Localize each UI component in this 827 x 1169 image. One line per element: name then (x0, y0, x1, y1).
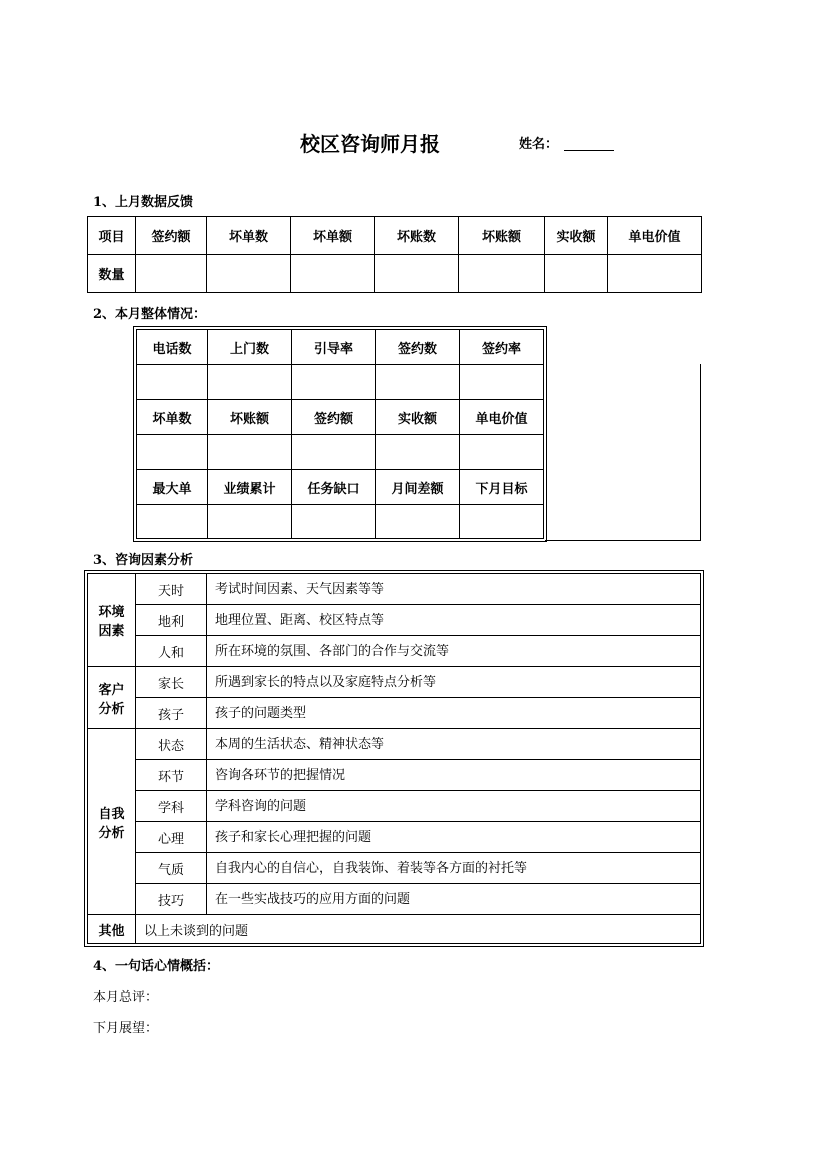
metric-label: 单电价值 (460, 400, 544, 435)
factor-desc[interactable]: 地理位置、距离、校区特点等 (207, 605, 701, 636)
input-cell[interactable] (292, 505, 376, 539)
row-label: 数量 (88, 255, 136, 293)
input-cell[interactable] (137, 365, 208, 400)
metric-label: 最大单 (137, 470, 208, 505)
page-title: 校区咨询师月报 (300, 132, 440, 156)
factor-name: 环节 (136, 760, 207, 791)
factor-name: 心理 (136, 822, 207, 853)
metric-label: 任务缺口 (292, 470, 376, 505)
name-label: 姓名： (519, 137, 559, 152)
input-cell[interactable] (137, 505, 208, 539)
group-label: 环境 因素 (88, 574, 136, 667)
factor-name: 天时 (136, 574, 207, 605)
input-cell[interactable] (608, 255, 702, 293)
input-cell[interactable] (460, 365, 544, 400)
other-desc[interactable]: 以上未谈到的问题 (136, 915, 701, 944)
header-cell: 坏单数 (207, 217, 291, 255)
section-3-heading: 3、咨询因素分析 (93, 553, 194, 568)
section-4-heading: 4、一句话心情概括： (93, 959, 220, 974)
input-cell[interactable] (460, 505, 544, 539)
header-cell: 实收额 (545, 217, 608, 255)
consult-factor-table (87, 573, 701, 944)
metric-label: 签约率 (460, 330, 544, 365)
header-cell: 单电价值 (608, 217, 702, 255)
input-cell[interactable] (376, 435, 460, 470)
factor-desc[interactable]: 学科咨询的问题 (207, 791, 701, 822)
side-border-line (700, 364, 701, 541)
header-cell: 坏单额 (291, 217, 375, 255)
header-cell: 签约额 (136, 217, 207, 255)
metric-label: 坏账额 (208, 400, 292, 435)
factor-desc[interactable]: 孩子的问题类型 (207, 698, 701, 729)
header-cell: 坏账数 (375, 217, 459, 255)
metric-label: 引导率 (292, 330, 376, 365)
group-label: 自我 分析 (88, 729, 136, 915)
input-cell[interactable] (208, 365, 292, 400)
input-cell[interactable] (460, 435, 544, 470)
factor-desc[interactable]: 所在环境的氛围、各部门的合作与交流等 (207, 636, 701, 667)
month-summary-label: 本月总评： (93, 990, 159, 1005)
factor-name: 学科 (136, 791, 207, 822)
input-cell[interactable] (292, 365, 376, 400)
input-cell[interactable] (376, 365, 460, 400)
section-1-heading: 1、上月数据反馈 (93, 195, 194, 210)
month-overview-table (136, 329, 544, 539)
factor-name: 家长 (136, 667, 207, 698)
group-label: 客户 分析 (88, 667, 136, 729)
factor-desc[interactable]: 所遇到家长的特点以及家庭特点分析等 (207, 667, 701, 698)
header-cell: 坏账额 (459, 217, 545, 255)
input-cell[interactable] (136, 255, 207, 293)
input-cell[interactable] (207, 255, 291, 293)
metric-label: 签约额 (292, 400, 376, 435)
metric-label: 上门数 (208, 330, 292, 365)
factor-name: 孩子 (136, 698, 207, 729)
input-cell[interactable] (375, 255, 459, 293)
metric-label: 实收额 (376, 400, 460, 435)
metric-label: 下月目标 (460, 470, 544, 505)
header-cell: 项目 (88, 217, 136, 255)
factor-desc[interactable]: 在一些实战技巧的应用方面的问题 (207, 884, 701, 915)
name-blank-line[interactable] (564, 150, 614, 151)
last-month-data-table (87, 216, 702, 293)
factor-desc[interactable]: 咨询各环节的把握情况 (207, 760, 701, 791)
factor-name: 人和 (136, 636, 207, 667)
input-cell[interactable] (545, 255, 608, 293)
input-cell[interactable] (208, 505, 292, 539)
metric-label: 签约数 (376, 330, 460, 365)
factor-desc[interactable]: 考试时间因素、天气因素等等 (207, 574, 701, 605)
factor-name: 地利 (136, 605, 207, 636)
factor-desc[interactable]: 自我内心的自信心，自我装饰、着装等各方面的衬托等 (207, 853, 701, 884)
factor-desc[interactable]: 孩子和家长心理把握的问题 (207, 822, 701, 853)
factor-name: 技巧 (136, 884, 207, 915)
factor-desc[interactable]: 本周的生活状态、精神状态等 (207, 729, 701, 760)
section-2-heading: 2、本月整体情况： (93, 307, 207, 322)
bottom-border-line (545, 540, 701, 541)
input-cell[interactable] (376, 505, 460, 539)
input-cell[interactable] (291, 255, 375, 293)
input-cell[interactable] (208, 435, 292, 470)
metric-label: 电话数 (137, 330, 208, 365)
metric-label: 月间差额 (376, 470, 460, 505)
factor-name: 状态 (136, 729, 207, 760)
metric-label: 坏单数 (137, 400, 208, 435)
metric-label: 业绩累计 (208, 470, 292, 505)
input-cell[interactable] (292, 435, 376, 470)
input-cell[interactable] (137, 435, 208, 470)
next-month-outlook-label: 下月展望： (93, 1021, 159, 1036)
input-cell[interactable] (459, 255, 545, 293)
factor-name: 气质 (136, 853, 207, 884)
other-label: 其他 (88, 915, 136, 944)
